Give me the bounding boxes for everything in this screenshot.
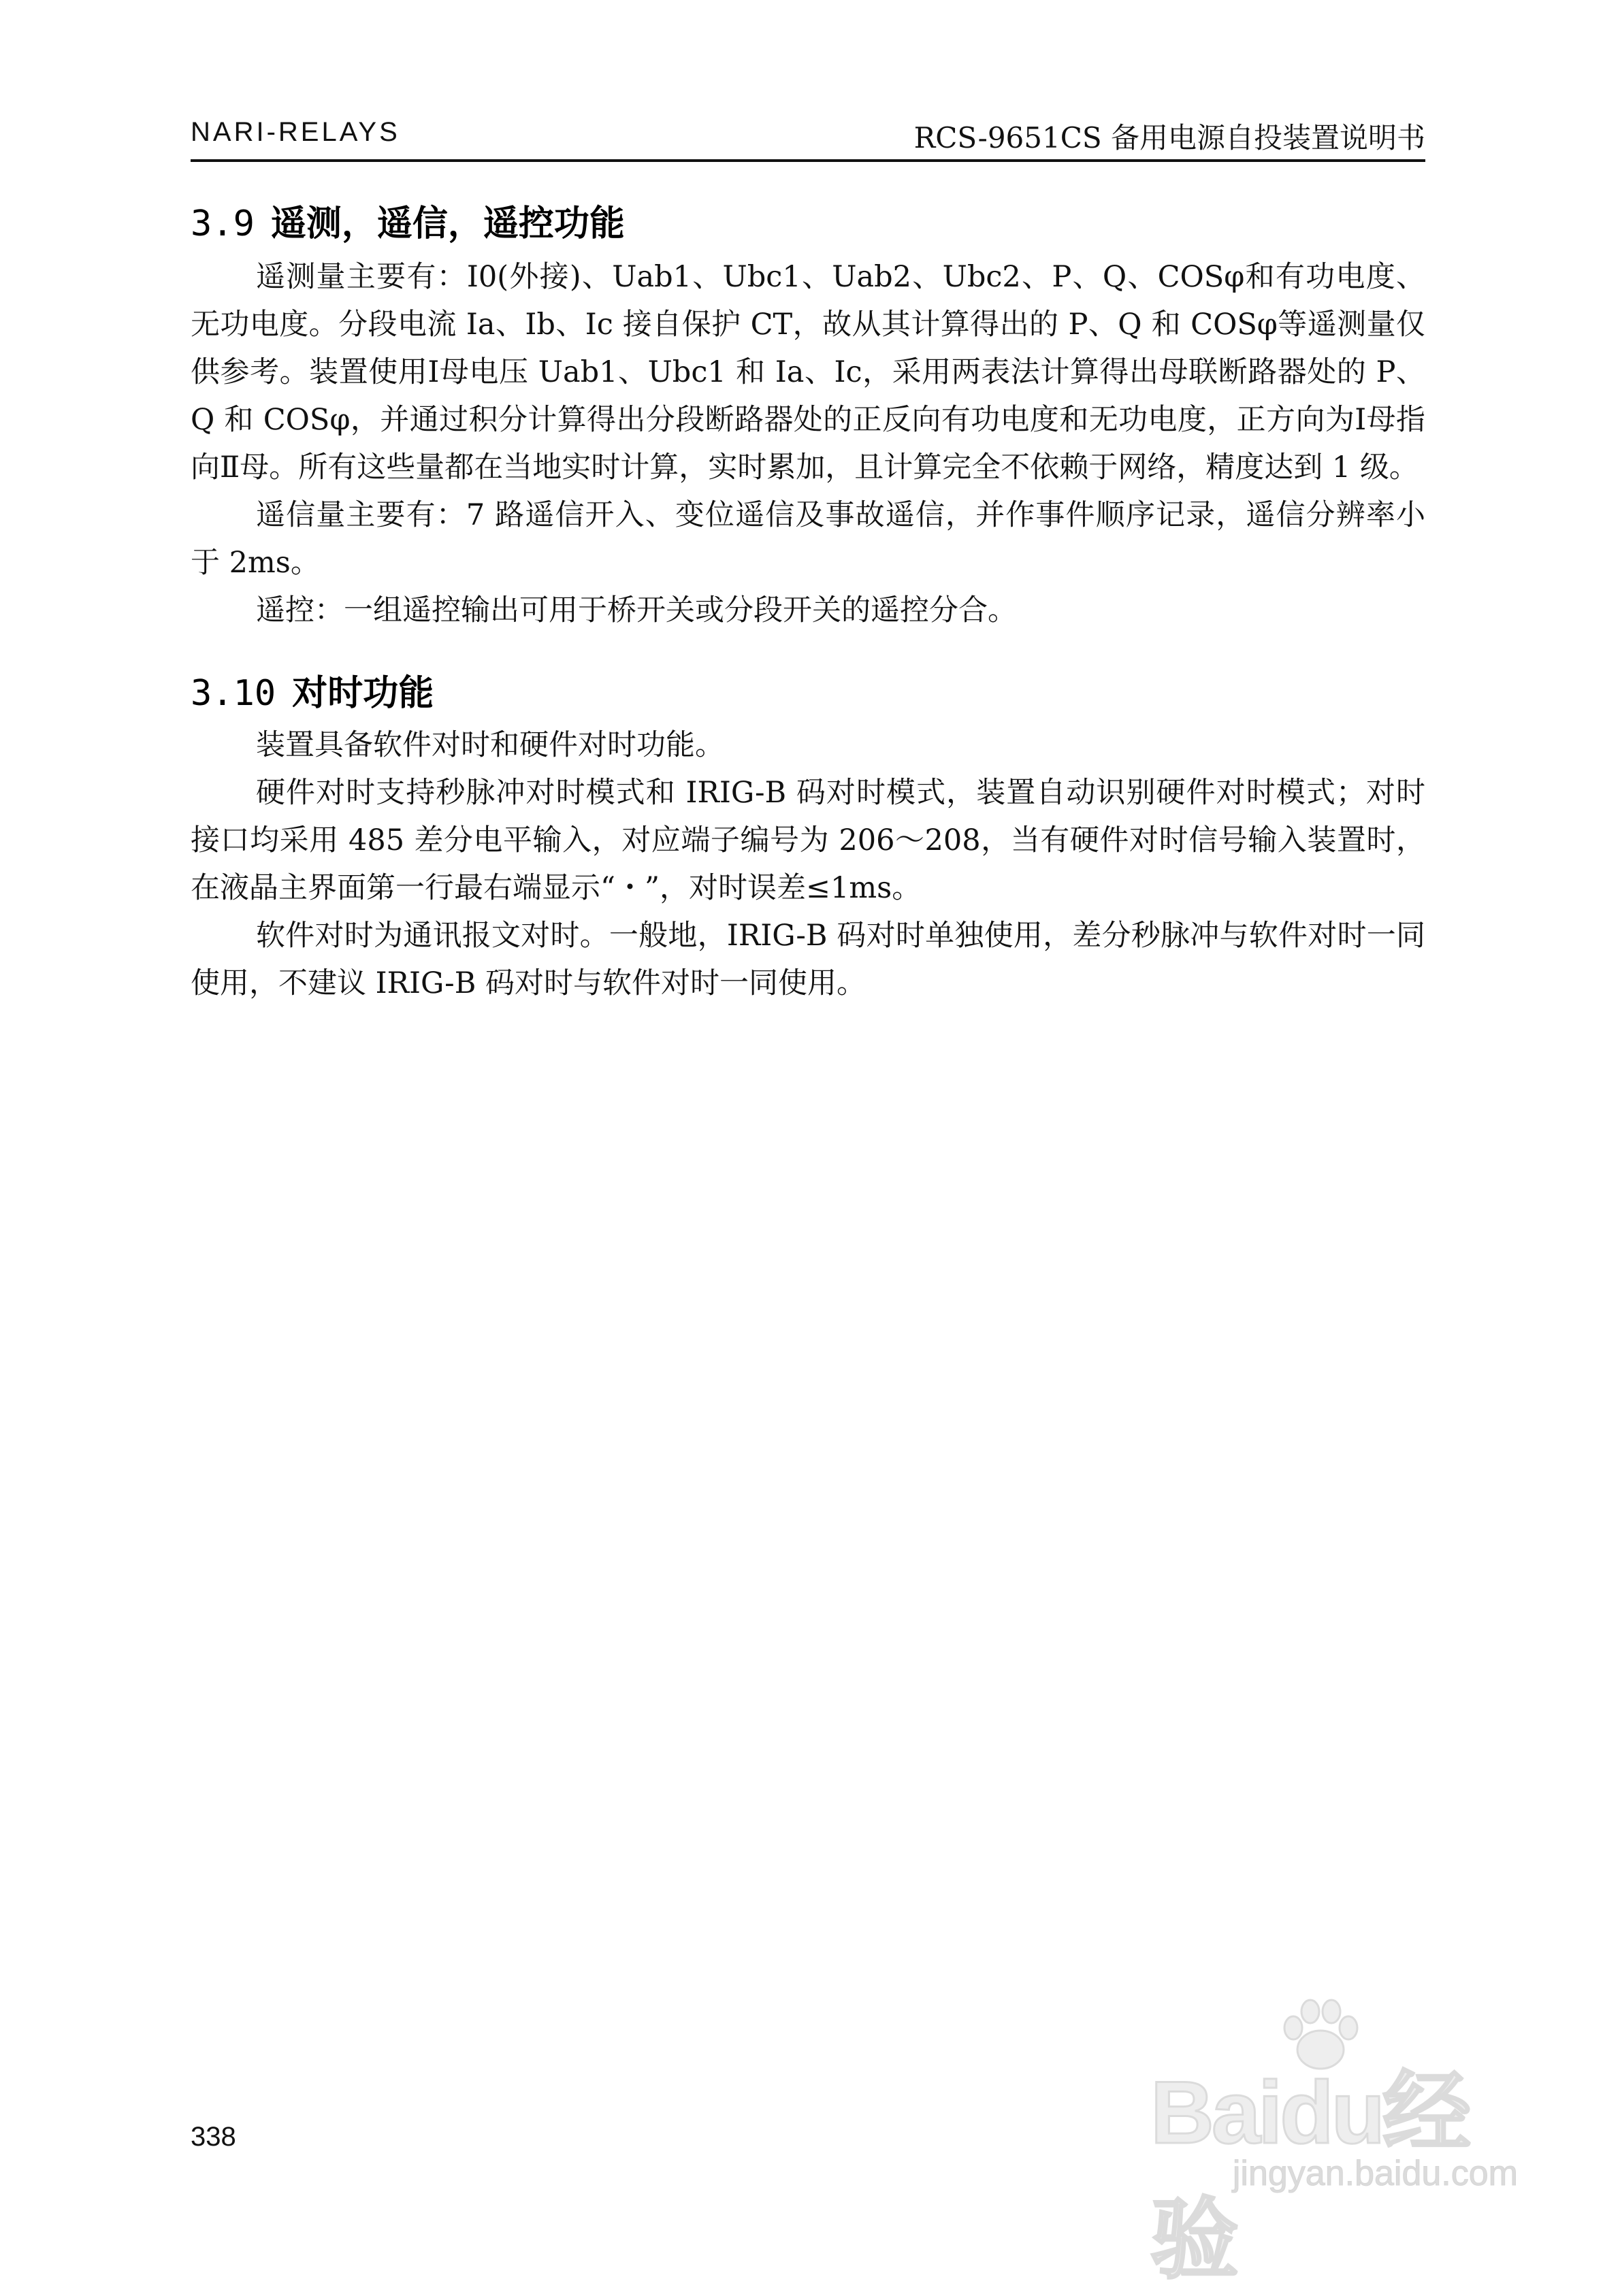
section-heading: 对时功能	[292, 672, 434, 714]
page-number: 338	[191, 2122, 236, 2152]
paragraph: 硬件对时支持秒脉冲对时模式和 IRIG-B 码对时模式，装置自动识别硬件对时模式；对时接口均采用 485 差分电平输入，对应端子编号为 206～208，当有硬件对时信号输入装置时，在液晶主界面第一行最右端显示“・”，对时误差≤1ms。	[191, 776, 1425, 905]
section-title-3-9	[191, 195, 625, 246]
watermark-brand: Baidu经验	[1150, 2063, 1469, 2289]
header-rule	[191, 159, 1425, 162]
watermark	[1150, 1987, 1532, 2289]
watermark-url: jingyan.baidu.com	[1232, 2154, 1518, 2193]
paragraph: 遥测量主要有：I0(外接)、Uab1、Ubc1、Uab2、Ubc2、P、Q、COSφ和有功电度、无功电度。分段电流 Ia、Ib、Ic 接自保护 CT，故从其计算得出的 P、Q 和 COSφ等遥测量仅供参考。装置使用Ⅰ母电压 Uab1、Ubc1 和 Ia、Ic，采用两表法计算得出母联断路器处的 P、Q 和 COSφ，并通过积分计算得出分段断路器处的正反向有功电度和无功电度，正方向为Ⅰ母指向Ⅱ母。所有这些量都在当地实时计算，实时累加，且计算完全不依赖于网络，精度达到 1 级。	[191, 260, 1425, 485]
paragraph: 装置具备软件对时和硬件对时功能。	[256, 728, 724, 762]
header-manual-title: RCS-9651CS 备用电源自投装置说明书	[913, 121, 1425, 154]
section-number: 3.9	[191, 203, 255, 244]
section-number: 3.10	[191, 673, 276, 714]
section-title-3-10	[191, 664, 434, 715]
header-company: NARI-RELAYS	[191, 117, 400, 147]
section-heading: 遥测，遥信，遥控功能	[270, 203, 625, 244]
paragraph: 软件对时为通讯报文对时。一般地，IRIG-B 码对时单独使用，差分秒脉冲与软件对时一同使用，不建议 IRIG-B 码对时与软件对时一同使用。	[191, 919, 1425, 1000]
paragraph: 遥控：一组遥控输出可用于桥开关或分段开关的遥控分合。	[256, 593, 1017, 627]
paragraph: 遥信量主要有：7 路遥信开入、变位遥信及事故遥信，并作事件顺序记录，遥信分辨率小于 2ms。	[191, 498, 1425, 580]
